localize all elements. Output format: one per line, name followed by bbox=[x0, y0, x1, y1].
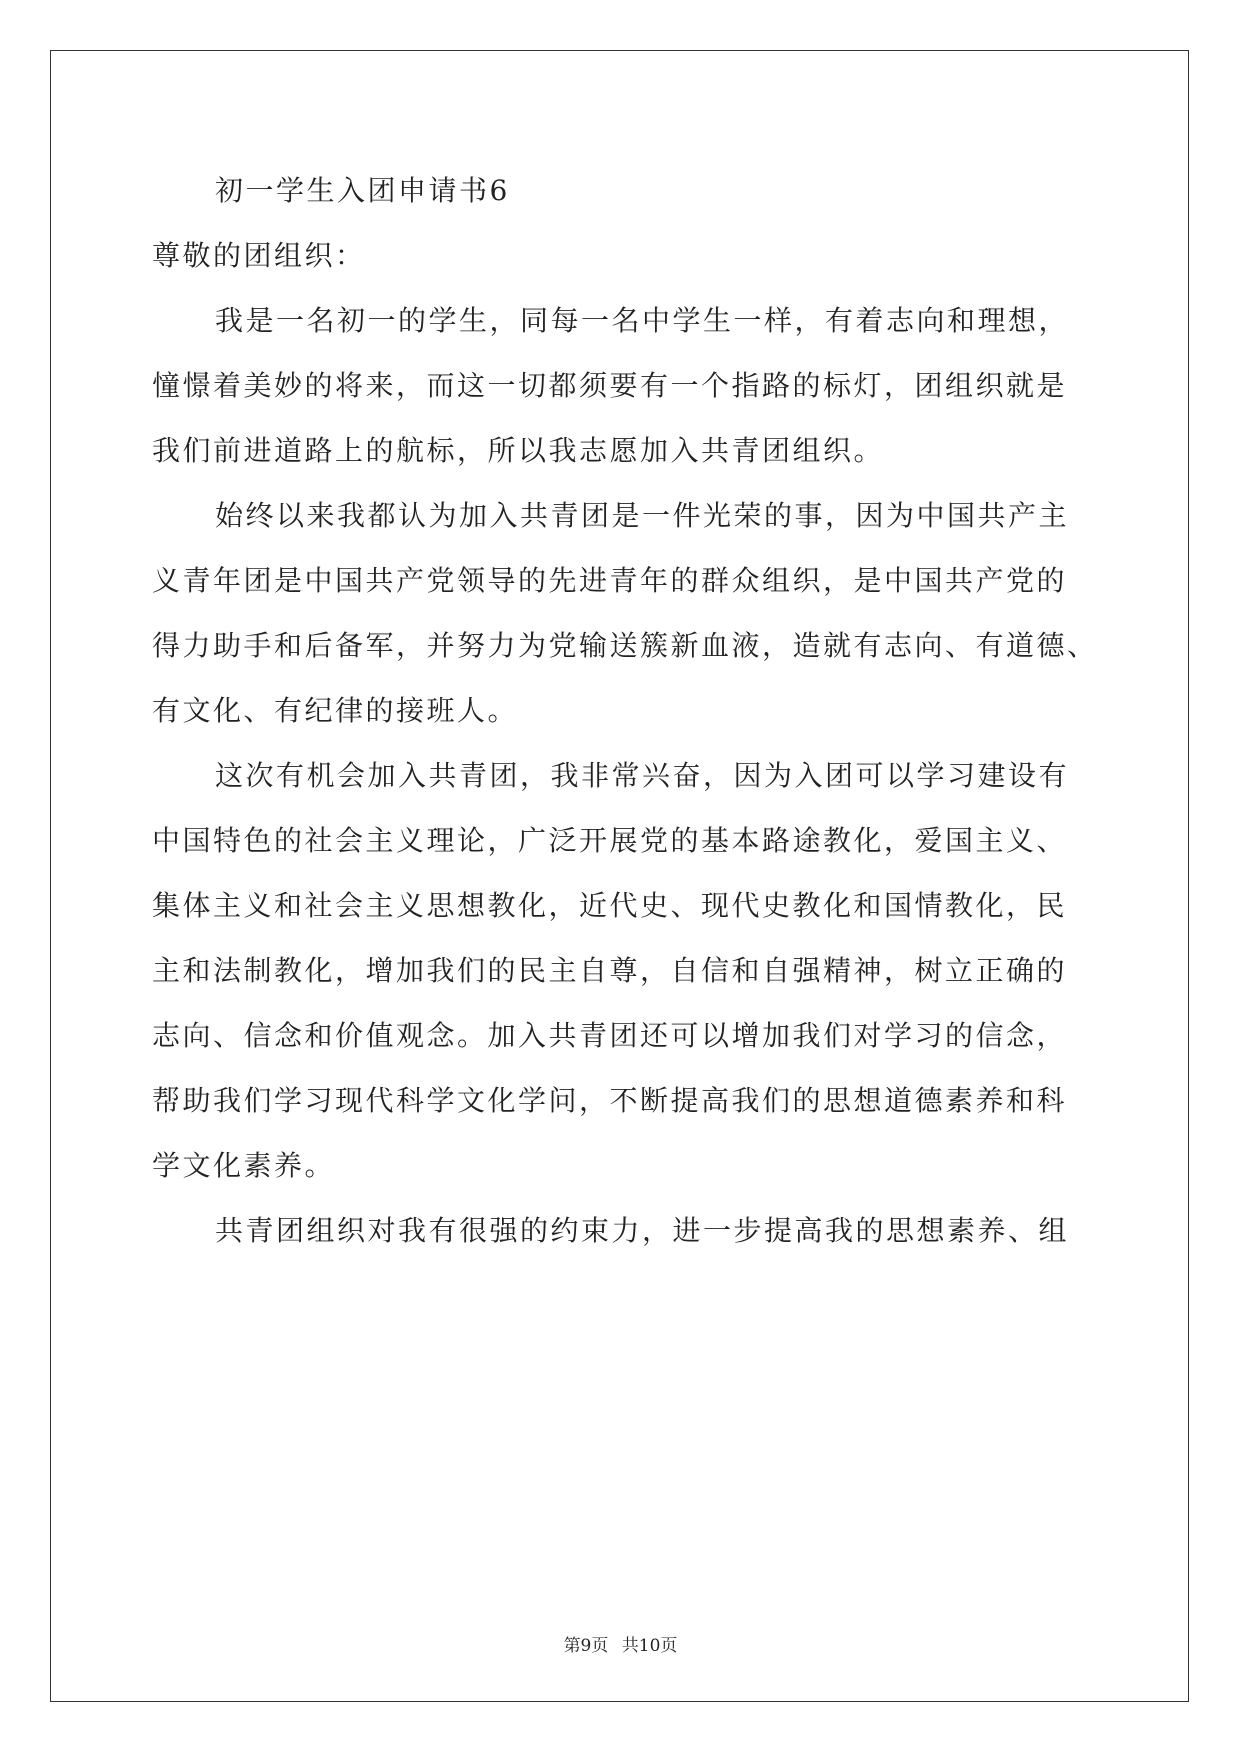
salutation: 尊敬的团组织： bbox=[152, 239, 366, 272]
current-page-label: 第9页 bbox=[563, 1636, 609, 1656]
paragraph-line: 始终以来我都认为加入共青团是一件光荣的事，因为中国共产主 bbox=[215, 499, 1070, 532]
paragraph-line: 义青年团是中国共产党领导的先进青年的群众组织，是中国共产党的 bbox=[152, 564, 1068, 597]
paragraph-line: 共青团组织对我有很强的约束力，进一步提高我的思想素养、组 bbox=[215, 1214, 1070, 1247]
document-title: 初一学生入团申请书6 bbox=[215, 174, 510, 207]
paragraph-line: 有文化、有纪律的接班人。 bbox=[152, 694, 519, 727]
paragraph-line: 学文化素养。 bbox=[152, 1149, 336, 1182]
paragraph-line: 中国特色的社会主义理论，广泛开展党的基本路途教化，爱国主义、 bbox=[152, 824, 1068, 857]
paragraph-line: 憧憬着美妙的将来，而这一切都须要有一个指路的标灯，团组织就是 bbox=[152, 369, 1068, 402]
paragraph-line: 这次有机会加入共青团，我非常兴奋，因为入团可以学习建设有 bbox=[215, 759, 1070, 792]
page-footer bbox=[0, 1631, 1241, 1656]
paragraph-line: 集体主义和社会主义思想教化，近代史、现代史教化和国情教化，民 bbox=[152, 889, 1068, 922]
paragraph-line: 我是一名初一的学生，同每一名中学生一样，有着志向和理想， bbox=[215, 304, 1070, 337]
total-pages-label: 共10页 bbox=[621, 1636, 678, 1656]
paragraph-line: 主和法制教化，增加我们的民主自尊，自信和自强精神，树立正确的 bbox=[152, 954, 1068, 987]
paragraph-line: 帮助我们学习现代科学文化学问，不断提高我们的思想道德素养和科 bbox=[152, 1084, 1068, 1117]
paragraph-line: 志向、信念和价值观念。加入共青团还可以增加我们对学习的信念， bbox=[152, 1019, 1068, 1052]
paragraph-line: 得力助手和后备军，并努力为党输送簇新血液，造就有志向、有道德、 bbox=[152, 629, 1098, 662]
paragraph-line: 我们前进道路上的航标，所以我志愿加入共青团组织。 bbox=[152, 434, 885, 467]
document-body bbox=[152, 158, 1098, 1263]
